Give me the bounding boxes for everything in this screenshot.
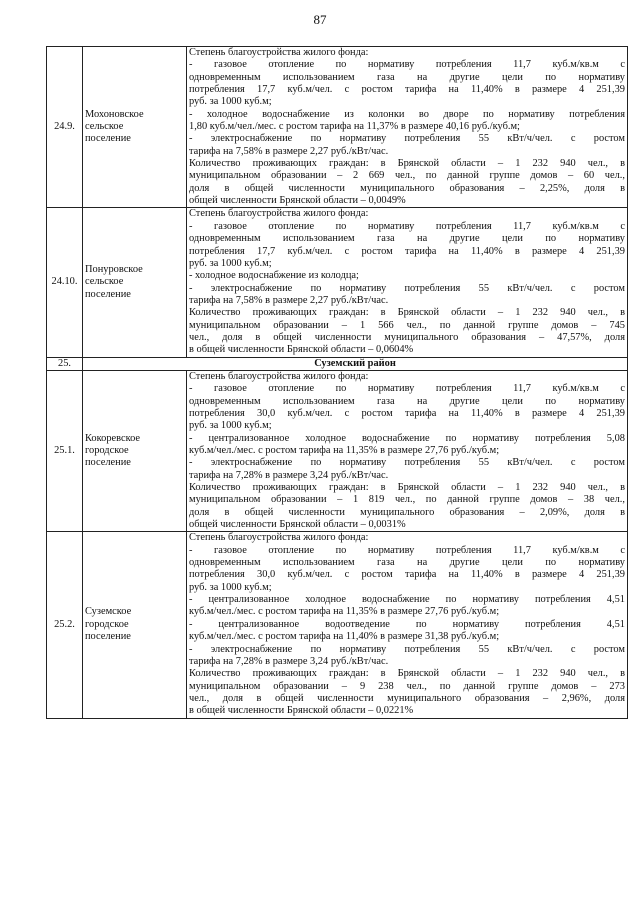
details-line: общей численности Брянской области – 0,0049% (189, 195, 406, 207)
details-line: Степень благоустройства жилого фонда: (189, 370, 369, 382)
details-line: - централизованное холодное водоснабжение по нормативу потребления 5,08 (189, 432, 625, 444)
row-number: 24.9. (47, 47, 83, 208)
details-line: - холодное водоснабжение из колодца; (189, 270, 359, 282)
settlement-name-line: Мохоновское (85, 108, 144, 120)
details-line: - электроснабжение по нормативу потребления 55 кВт/ч/чел. с ростом (189, 643, 625, 655)
details-line: руб. за 1000 куб.м; (189, 257, 272, 269)
details-line: Количество проживающих граждан: в Брянской области – 1 232 940 чел., в (189, 158, 625, 170)
details-line: руб. за 1000 куб.м; (189, 420, 272, 432)
details-line: тарифа на 7,58% в размере 2,27 руб./кВт/час. (189, 145, 389, 157)
details-line: - электроснабжение по нормативу потребления 55 кВт/ч/чел. с ростом (189, 457, 625, 469)
details-line: руб. за 1000 куб.м; (189, 581, 272, 593)
details-line: одновременным использованием газа на другие цели по нормативу (189, 233, 625, 245)
page-number: 87 (313, 12, 327, 27)
details-line: - электроснабжение по нормативу потребления 55 кВт/ч/чел. с ростом (189, 133, 625, 145)
table-body (47, 47, 628, 719)
details-line: Количество проживающих граждан: в Брянской области – 1 232 940 чел., в (189, 482, 625, 494)
details-line: - газовое отопление по нормативу потребления 11,7 куб.м/кв.м с (189, 544, 625, 556)
details-line: доля в общей численности муниципального образования – 2,25%, доля в (189, 182, 625, 194)
settlement-name-line: поселение (85, 288, 131, 300)
details-line: Количество проживающих граждан: в Брянской области – 1 232 940 чел., в (189, 668, 625, 680)
details-line: руб. за 1000 куб.м; (189, 96, 272, 108)
details-line: потребления 30,0 куб.м/чел. с ростом тарифа на 11,40% в размере 4 251,39 (189, 407, 625, 419)
details-line: 1,80 куб.м/чел./мес. с ростом тарифа на 11,37% в размере 40,16 руб./куб.м; (189, 121, 520, 133)
row-number: 25. (47, 357, 83, 370)
details-line: - электроснабжение по нормативу потребления 55 кВт/ч/чел. с ростом (189, 282, 625, 294)
settlement-name (83, 208, 187, 357)
details-line: тарифа на 7,28% в размере 3,24 руб./кВт/час. (189, 469, 389, 481)
settlement-name-line: городское (85, 445, 129, 456)
details-line: потребления 17,7 куб.м/чел. с ростом тарифа на 11,40% в размере 4 251,39 (189, 84, 625, 96)
details-line: - газовое отопление по нормативу потребления 11,7 куб.м/кв.м с (189, 383, 625, 395)
details-line: муниципальном образовании – 1 819 чел., по данной группе домов – 38 чел., (189, 494, 625, 506)
details-line: - газовое отопление по нормативу потребления 11,7 куб.м/кв.м с (189, 220, 625, 232)
details-line: одновременным использованием газа на другие цели по нормативу (189, 557, 625, 569)
details-line: - централизованное холодное водоснабжение по нормативу потребления 4,51 (189, 594, 625, 606)
row-number: 25.1. (47, 370, 83, 531)
table-row (47, 370, 628, 531)
table-row (47, 47, 628, 208)
settlement-name (83, 370, 187, 531)
settlement-name (83, 47, 187, 208)
settlement-name-line: поселение (85, 457, 131, 469)
details-line: потребления 17,7 куб.м/чел. с ростом тарифа на 11,40% в размере 4 251,39 (189, 245, 625, 257)
settlement-name-line: поселение (85, 133, 131, 145)
settlement-name-line: Понуровское (85, 264, 143, 276)
details-line: куб.м/чел./мес. с ростом тарифа на 11,40% в размере 31,38 руб./куб.м; (189, 631, 500, 643)
details-line: - газовое отопление по нормативу потребления 11,7 куб.м/кв.м с (189, 59, 625, 71)
details-line: потребления 30,0 куб.м/чел. с ростом тарифа на 11,40% в размере 4 251,39 (189, 569, 625, 581)
settlement-details (187, 208, 628, 357)
details-line: Степень благоустройства жилого фонда: (189, 208, 369, 220)
settlement-name-line: сельское (85, 276, 124, 288)
details-line: Степень благоустройства жилого фонда: (189, 47, 369, 58)
details-line: - холодное водоснабжение из колонки во дворе по нормативу потребления (189, 108, 625, 120)
details-line: куб.м/чел./мес. с ростом тарифа на 11,35% в размере 27,76 руб./куб.м; (189, 445, 500, 456)
settlement-details (187, 47, 628, 208)
settlement-name-line: Суземское (85, 606, 132, 618)
details-line: Количество проживающих граждан: в Брянской области – 1 232 940 чел., в (189, 307, 625, 319)
table-row (47, 208, 628, 357)
details-line: тарифа на 7,58% в размере 2,27 руб./кВт/час. (189, 294, 389, 306)
details-line: тарифа на 7,28% в размере 3,24 руб./кВт/час. (189, 655, 389, 667)
details-line: одновременным использованием газа на другие цели по нормативу (189, 395, 625, 407)
details-line: в общей численности Брянской области – 0,0221% (189, 705, 414, 717)
details-line: муниципальном образовании – 2 669 чел., по данной группе домов – 60 чел., (189, 170, 625, 182)
details-line: доля в общей численности муниципального образования – 2,09%, доля в (189, 506, 625, 518)
district-title: Суземский район (83, 357, 628, 370)
row-number: 25.2. (47, 532, 83, 718)
details-line: куб.м/чел./мес. с ростом тарифа на 11,35% в размере 27,76 руб./куб.м; (189, 606, 500, 618)
details-line: - централизованное водоотведение по нормативу потребления 4,51 (189, 618, 625, 630)
details-line: одновременным использованием газа на другие цели по нормативу (189, 71, 625, 83)
details-line: чел., доля в общей численности муниципального образования – 2,96%, доля (189, 692, 625, 704)
settlement-name-line: сельское (85, 121, 124, 133)
details-line: Степень благоустройства жилого фонда: (189, 532, 369, 544)
details-line: в общей численности Брянской области – 0,0604% (189, 344, 414, 356)
row-number: 24.10. (47, 208, 83, 357)
district-row (47, 357, 628, 370)
settlement-name (83, 532, 187, 718)
settlement-name-line: Кокоревское (85, 432, 141, 444)
settlements-table (46, 46, 628, 719)
details-line: общей численности Брянской области – 0,0031% (189, 519, 406, 531)
settlement-name-line: городское (85, 618, 129, 630)
table-row (47, 532, 628, 718)
details-line: муниципальном образовании – 1 566 чел., по данной группе домов – 745 (189, 319, 625, 331)
settlement-name-line: поселение (85, 631, 131, 643)
settlement-details (187, 370, 628, 531)
details-line: муниципальном образовании – 9 238 чел., по данной группе домов – 273 (189, 680, 625, 692)
settlement-details (187, 532, 628, 718)
details-line: чел., доля в общей численности муниципального образования – 47,57%, доля (189, 331, 625, 343)
